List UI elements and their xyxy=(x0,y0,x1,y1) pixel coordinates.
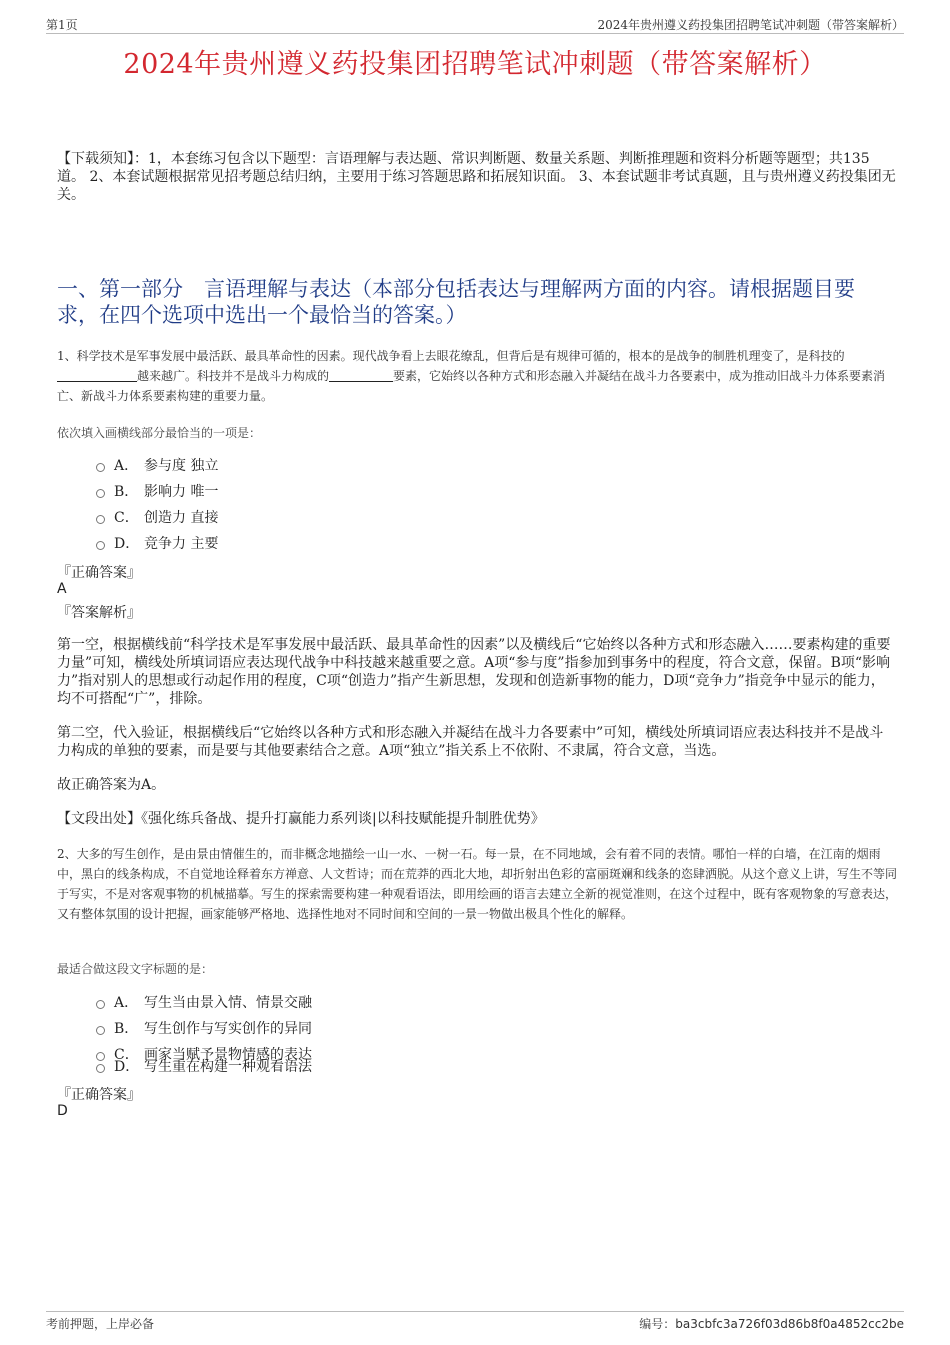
option-letter: A． xyxy=(114,458,139,474)
option-text: 创造力 直接 xyxy=(144,510,219,526)
question-1-option-d[interactable] xyxy=(96,534,218,554)
option-text: 影响力 唯一 xyxy=(144,484,219,500)
question-1-source: 【文段出处】《强化练兵备战、提升打赢能力系列谈|以科技赋能提升制胜优势》 xyxy=(57,811,545,827)
option-letter: D． xyxy=(114,536,140,552)
radio-icon[interactable] xyxy=(96,1000,105,1009)
option-letter: D． xyxy=(114,1059,140,1075)
question-1-answer-label: 『正确答案』 xyxy=(57,565,141,581)
footer-code xyxy=(639,1315,904,1332)
question-1-text-part2: 越来越广。科技并不是战斗力构成的 xyxy=(137,369,330,383)
option-text: 写生创作与写实创作的异同 xyxy=(144,1021,312,1037)
radio-icon[interactable] xyxy=(96,541,105,550)
radio-icon[interactable] xyxy=(96,1064,105,1073)
question-1-option-c[interactable] xyxy=(96,508,218,528)
footer-code-label: 编号： xyxy=(639,1317,676,1331)
radio-icon[interactable] xyxy=(96,515,105,524)
question-2-option-a[interactable] xyxy=(96,993,312,1013)
question-1-text xyxy=(57,346,897,406)
question-2-option-b[interactable] xyxy=(96,1019,312,1039)
radio-icon[interactable] xyxy=(96,463,105,472)
question-2-answer: D xyxy=(57,1103,68,1119)
question-1-prompt: 依次填入画横线部分最恰当的一项是： xyxy=(57,426,262,440)
option-text: 参与度 独立 xyxy=(144,458,219,474)
question-1-analysis-paragraph-1: 第一空，根据横线前“科学技术是军事发展中最活跃、最具革命性的因素”以及横线后“它始终以各种方式和形态融入……要素构建的重要力量”可知，横线处所填词语应表达现代战争中科技越来越重要之意。A项“参与度”指参加到事务中的程度，符合文意，保留。B项“影响力”指对别人的思想或行动起作用的程度，C项“创造力”指产生新思想，发现和创造新事物的能力，D项“竞争力”指竞争中显示的能力，均不可搭配“广”，排除。 xyxy=(57,637,891,707)
question-2-prompt: 最适合做这段文字标题的是： xyxy=(57,962,214,976)
question-1-text-part3: 要素，它始终以各种方式和形态融入并凝结在战斗力各要素中，成为推动旧战斗力体系要素消亡、新战斗力体系要素构建的重要力量。 xyxy=(57,369,886,403)
question-2-answer-label: 『正确答案』 xyxy=(57,1087,141,1103)
fill-blank-2 xyxy=(329,369,393,382)
radio-icon[interactable] xyxy=(96,489,105,498)
question-2-text: 2、大多的写生创作，是由景由情催生的，而非概念地描绘一山一水、一树一石。每一景，在不同地域，会有着不同的表情。哪怕一样的白墙，在江南的烟雨中，黑白的线条构成，不自觉地诠释着东方禅意、人文哲诗；而在荒莽的西北大地，却折射出色彩的富丽斑斓和线条的恣肆洒脱。从这个意义上讲，写生不等同于写实，不是对客观事物的机械描摹。写生的探索需要构建一种观看语法，即用绘画的语言去建立全新的视觉准则，在这个过程中，既有客观物象的写意表达，又有整体氛围的设计把握，画家能够严格地、选择性地对不同时间和空间的一景一物做出极具个性化的解释。 xyxy=(57,847,898,921)
option-text: 写生重在构建一种观看语法 xyxy=(144,1059,312,1075)
fill-blank-1 xyxy=(57,369,137,382)
question-1-answer: A xyxy=(57,581,67,597)
option-letter: C． xyxy=(114,1047,139,1063)
footer-code-value: ba3cbfc3a726f03d86b8f0a4852cc2be xyxy=(675,1317,904,1331)
question-1-analysis-paragraph-2: 第二空，代入验证，根据横线后“它始终以各种方式和形态融入并凝结在战斗力各要素中”可知，横线处所填词语应表达科技并不是战斗力构成的单独的要素，而是要与其他要素结合之意。A项“独立”指关系上不依附、不隶属，符合文意，当选。 xyxy=(57,725,884,759)
question-2-option-d[interactable] xyxy=(96,1057,312,1077)
question-1-text-part1: 1、科学技术是军事发展中最活跃、最具革命性的因素。现代战争看上去眼花缭乱，但背后是有规律可循的，根本的是战争的制胜机理变了，是科技的 xyxy=(57,349,845,363)
section-heading: 一、第一部分 言语理解与表达（本部分包括表达与理解两方面的内容。请根据题目要求，在四个选项中选出一个最恰当的答案。） xyxy=(57,277,855,327)
option-letter: B． xyxy=(114,484,139,500)
footer-slogan: 考前押题，上岸必备 xyxy=(46,1317,155,1331)
question-1-analysis-label: 『答案解析』 xyxy=(57,605,141,621)
page-number: 第1页 xyxy=(46,18,78,32)
running-header-title: 2024年贵州遵义药投集团招聘笔试冲刺题（带答案解析） xyxy=(597,18,904,32)
question-1-analysis-conclusion: 故正确答案为A。 xyxy=(57,777,166,793)
option-letter: B． xyxy=(114,1021,139,1037)
download-notice: 【下载须知】：1，本套练习包含以下题型：言语理解与表达题、常识判断题、数量关系题、判断推理题和资料分析题等题型；共135道。 2、本套试题根据常见招考题总结归纳，主要用于练习答题思路和拓展知识面。 3、本套试题非考试真题，且与贵州遵义药投集团无关。 xyxy=(57,151,896,203)
option-text: 画家当赋予景物情感的表达 xyxy=(144,1047,312,1063)
option-text: 竞争力 主要 xyxy=(144,536,219,552)
document-title: 2024年贵州遵义药投集团招聘笔试冲刺题（带答案解析） xyxy=(123,49,827,80)
option-letter: C． xyxy=(114,510,139,526)
option-letter: A． xyxy=(114,995,139,1011)
radio-icon[interactable] xyxy=(96,1026,105,1035)
header-divider xyxy=(46,33,904,34)
option-text: 写生当由景入情、情景交融 xyxy=(144,995,312,1011)
question-1-option-a[interactable] xyxy=(96,456,218,476)
question-1-option-b[interactable] xyxy=(96,482,218,502)
footer-divider xyxy=(46,1311,904,1312)
